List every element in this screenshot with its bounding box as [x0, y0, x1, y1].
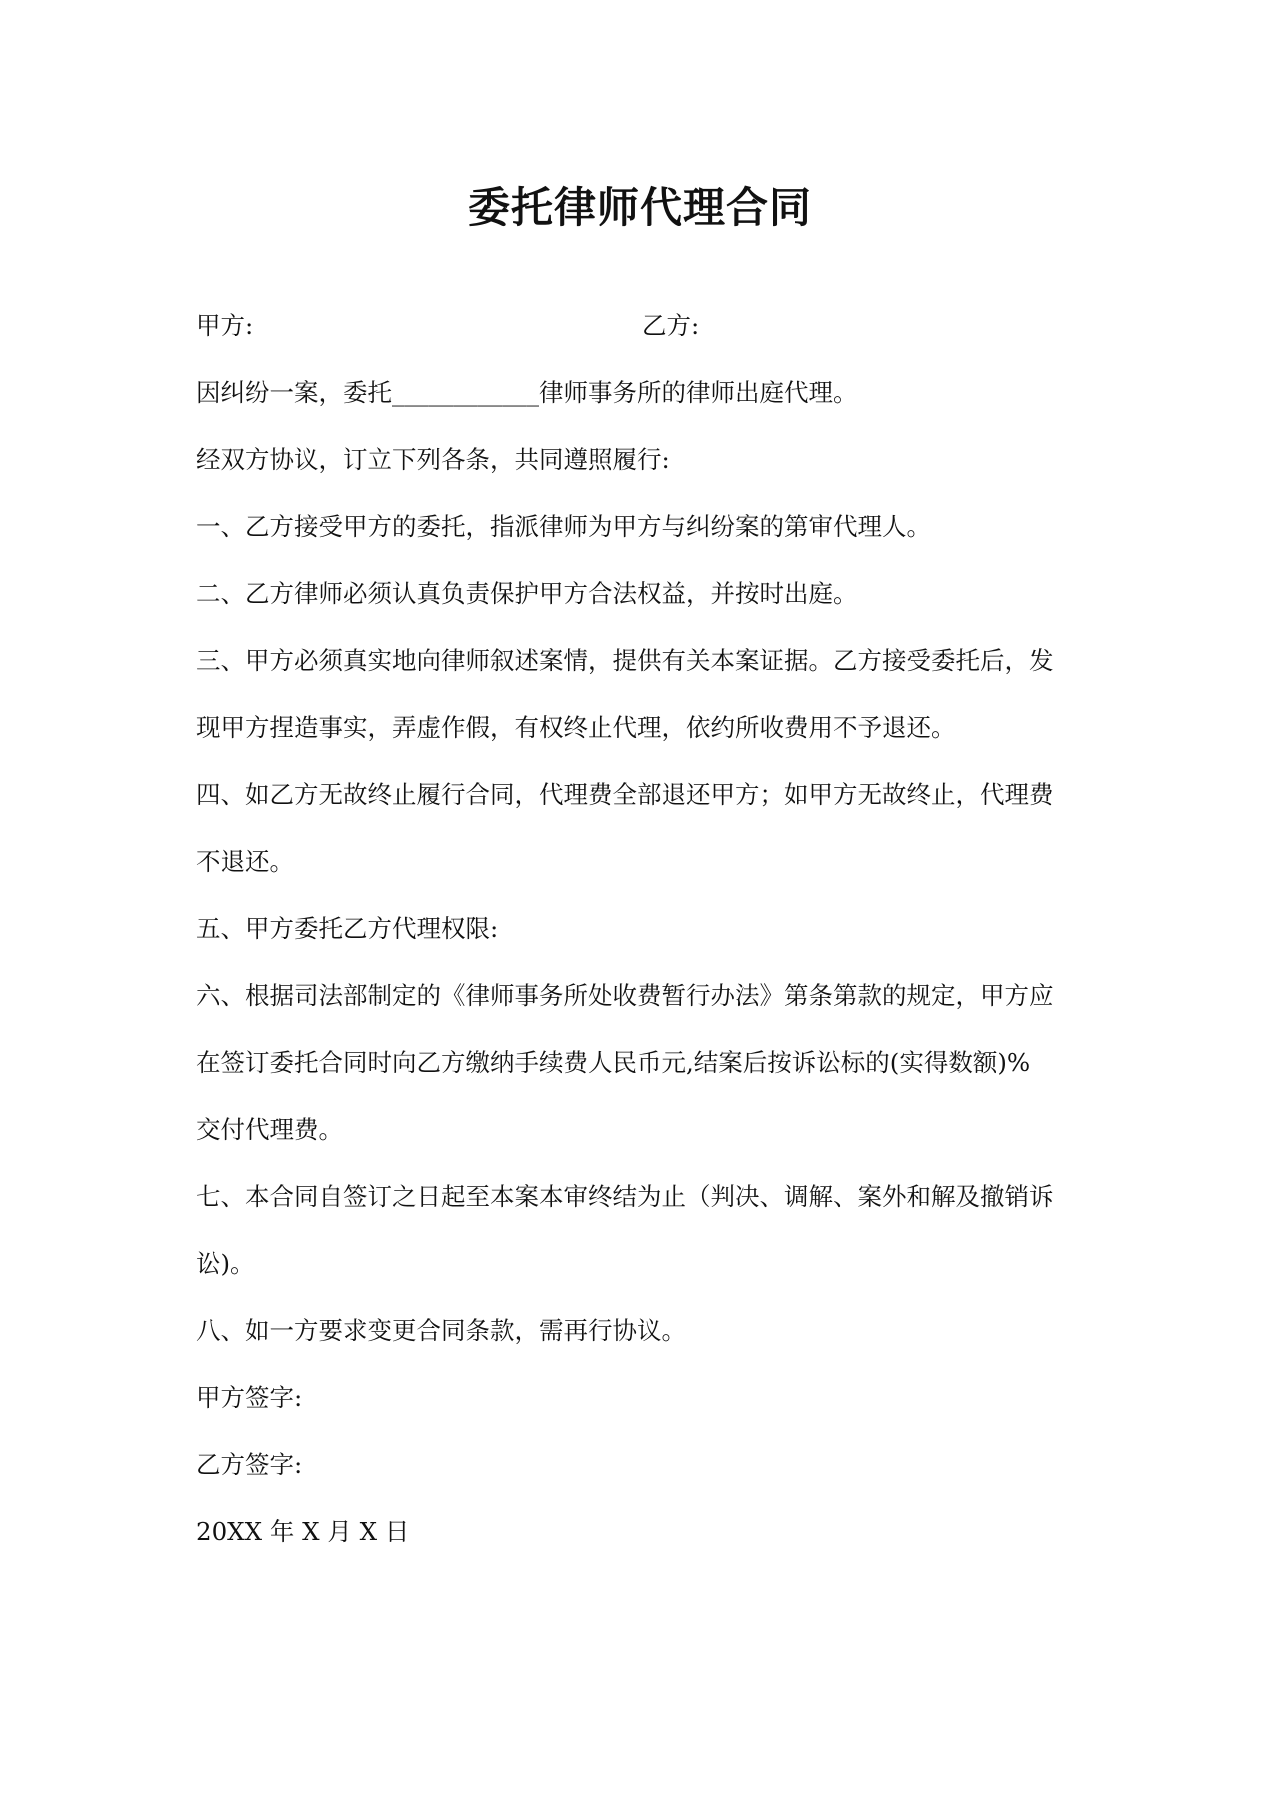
document-body	[196, 292, 1096, 1565]
clause-2-line-1: 二、乙方律师必须认真负责保护甲方合法权益，并按时出庭。	[196, 579, 858, 608]
signature-b: 乙方签字:	[196, 1450, 303, 1479]
clause-6-line-3: 交付代理费。	[196, 1115, 343, 1144]
party-a-label: 甲方:	[196, 311, 254, 340]
firm-name-blank: ____________	[392, 378, 539, 407]
party-b-label: 乙方:	[642, 311, 700, 340]
clause-5-line-1: 五、甲方委托乙方代理权限:	[196, 914, 499, 943]
document-title: 委托律师代理合同	[467, 183, 812, 232]
clause-8-line-1: 八、如一方要求变更合同条款，需再行协议。	[196, 1316, 686, 1345]
intro-line	[196, 359, 1096, 426]
agreement-line: 经双方协议，订立下列各条，共同遵照履行:	[196, 445, 670, 474]
clause-3-line-2: 现甲方捏造事实，弄虚作假，有权终止代理，依约所收费用不予退还。	[196, 713, 956, 742]
intro-suffix: 律师事务所的律师出庭代理。	[539, 378, 858, 407]
parties-line	[196, 292, 1096, 359]
clause-6-line-1: 六、根据司法部制定的《律师事务所处收费暂行办法》第条第款的规定，甲方应	[196, 981, 1054, 1010]
clause-3-line-1: 三、甲方必须真实地向律师叙述案情，提供有关本案证据。乙方接受委托后，发	[196, 646, 1054, 675]
clause-4-line-2: 不退还。	[196, 847, 294, 876]
clause-6-line-2: 在签订委托合同时向乙方缴纳手续费人民币元,结案后按诉讼标的(实得数额)%	[196, 1048, 1031, 1077]
signature-a: 甲方签字:	[196, 1383, 303, 1412]
clause-4-line-1: 四、如乙方无故终止履行合同，代理费全部退还甲方；如甲方无故终止，代理费	[196, 780, 1054, 809]
intro-prefix: 因纠纷一案，委托	[196, 378, 392, 407]
clause-7-line-2: 讼)。	[196, 1249, 255, 1278]
contract-date: 20XX 年 X 月 X 日	[196, 1517, 410, 1546]
clause-7-line-1: 七、本合同自签订之日起至本案本审终结为止（判决、调解、案外和解及撤销诉	[196, 1182, 1054, 1211]
clause-1-line-1: 一、乙方接受甲方的委托，指派律师为甲方与纠纷案的第审代理人。	[196, 512, 931, 541]
